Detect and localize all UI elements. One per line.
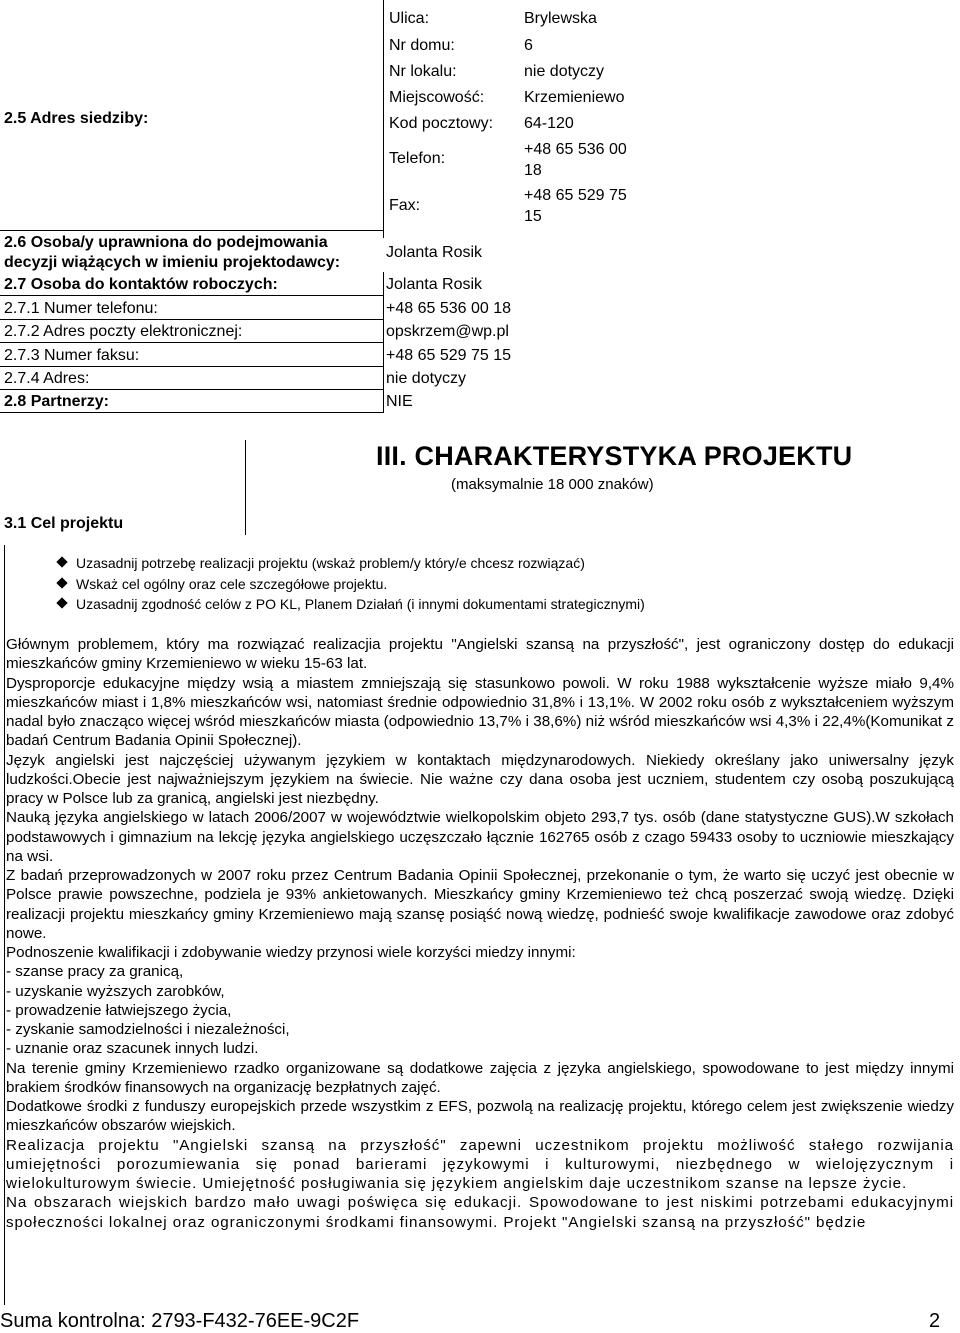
address-field-value: 64-120 xyxy=(524,115,574,132)
fax-label: Fax: xyxy=(389,197,421,214)
phone-value-line1: +48 65 536 00 xyxy=(524,141,627,158)
instruction-item xyxy=(58,576,387,593)
phone-value-line2: 18 xyxy=(524,162,542,179)
contact-row-divider xyxy=(0,319,384,320)
section-divider xyxy=(245,440,246,535)
divider-2-6 xyxy=(0,230,384,231)
fax-value-line2: 15 xyxy=(524,208,542,225)
instruction-item xyxy=(58,555,585,572)
section-title: III. CHARAKTERYSTYKA PROJEKTU xyxy=(376,441,853,471)
body-paragraph: Dodatkowe środki z funduszy europejskich przede wszystkim z EFS, pozwolą na realizację projektu, którego celem jest zwiększenie wiedzy mieszkańców obszarów wiejskich. xyxy=(6,1098,954,1135)
footer-page-number: 2 xyxy=(929,1310,941,1332)
contact-table-divider xyxy=(383,272,384,412)
section-2-6-label-line2: decyzji wiążących w imieniu projektodawcy: xyxy=(4,254,341,271)
address-field-value: Krzemieniewo xyxy=(524,89,625,106)
contact-row-label: 2.7.1 Numer telefonu: xyxy=(4,300,158,317)
table-divider xyxy=(383,0,384,238)
instruction-item xyxy=(58,596,645,613)
address-field-value: 6 xyxy=(524,37,533,54)
instruction-text: Uzasadnij zgodność celów z PO KL, Planem Działań (i innymi dokumentami strategicznymi) xyxy=(76,596,645,612)
contact-row-label: 2.7 Osoba do kontaktów roboczych: xyxy=(4,276,278,293)
body-paragraph: Na terenie gminy Krzemieniewo rzadko organizowane są dodatkowe zajęcia z języka angielskiego, spowodowane to jest między innymi brakiem środków finansowych na organizację bezpłatnych zajęć. xyxy=(6,1059,954,1096)
body-paragraph: Nauką języka angielskiego w latach 2006/2007 w województwie wielkopolskim objeto 293,7 tys. osób (dane statystyczne GUS).W szkołach podstawowych i gimnazium na lekcję języka angielskiego uczęszczało łącznie 162765 osób z czago 59433 osoby to uczniowie mieszkający na wsi. xyxy=(6,809,954,865)
body-paragraph: - uzyskanie wyższych zarobków, xyxy=(6,982,225,1000)
body-paragraph: - szanse pracy za granicą, xyxy=(6,963,184,981)
body-paragraph: Na obszarach wiejskich bardzo mało uwagi poświęca się edukacji. Spowodowane to jest niskimi potrzebami edukacyjnymi społeczności lokalnej oraz ograniczonymi środkami finansowymi. Projekt "Angielski szansą na przyszłość" będzie xyxy=(6,1194,954,1231)
body-paragraph: Realizacja projektu "Angielski szansą na przyszłość" zapewni uczestnikom projektu możliwość stałego rozwijania umiejętności porozumiewania się ponad barierami językowymi i kulturowymi, niezbędnego w wielojęzycznym i wielokulturowym świecie. Umiejętność posługiwania się językiem angielskim daje uczestnikom szanse na lepsze życie. xyxy=(6,1136,954,1192)
body-paragraph: Dysproporcje edukacyjne między wsią a miastem zmniejszają się stasunkowo powoli. W roku 1988 wykształcenie wyższe miało 9,4% mieszkańców miast i 1,8% mieszkańców wsi, natomiast średnie odpowiednio 31,8% i 13,1%. W 2002 roku osób z wykształceniem wyższym nadal było znacząco więcej wśród mieszkańców miasta (odpowiednio 13,7% i 38,6%) niż wśród mieszkańców wsi 4,3% i 22,4%(Komunikat z badań Centrum Badania Opinii Społecznej). xyxy=(6,674,954,750)
diamond-bullet-icon xyxy=(56,556,67,567)
contact-row-value: Jolanta Rosik xyxy=(386,276,483,293)
address-field-label: Kod pocztowy: xyxy=(389,115,494,132)
cel-projektu-label: 3.1 Cel projektu xyxy=(4,515,124,532)
fax-value-line1: +48 65 529 75 xyxy=(524,187,627,204)
instruction-text: Wskaż cel ogólny oraz cele szczegółowe projektu. xyxy=(76,576,388,592)
contact-row-divider xyxy=(0,412,384,413)
address-field-label: Ulica: xyxy=(389,10,430,27)
text-frame-line xyxy=(4,545,5,1305)
contact-row-value: nie dotyczy xyxy=(386,370,467,387)
body-paragraph: - uznanie oraz szacunek innych ludzi. xyxy=(6,1040,259,1058)
body-paragraph: - zyskanie samodzielności i niezależności, xyxy=(6,1021,290,1038)
address-field-value: nie dotyczy xyxy=(524,63,605,80)
address-field-label: Nr lokalu: xyxy=(389,63,457,80)
phone-label: Telefon: xyxy=(389,150,446,167)
contact-row-value: +48 65 536 00 18 xyxy=(386,300,512,317)
body-text xyxy=(6,635,954,1232)
diamond-bullet-icon xyxy=(56,597,67,608)
contact-row-divider xyxy=(0,295,384,296)
contact-row-divider xyxy=(0,366,384,367)
contact-row-divider xyxy=(0,342,384,343)
contact-row-label: 2.7.4 Adres: xyxy=(4,370,90,387)
contact-row-value: +48 65 529 75 15 xyxy=(386,347,512,364)
address-field-label: Nr domu: xyxy=(389,37,455,54)
diamond-bullet-icon xyxy=(56,577,67,588)
instruction-text: Uzasadnij potrzebę realizacji projektu (wskaż problem/y który/e chcesz rozwiązać) xyxy=(76,555,585,571)
contact-row-divider xyxy=(0,389,384,390)
contact-row-value: opskrzem@wp.pl xyxy=(386,323,509,340)
address-field-label: Miejscowość: xyxy=(389,89,485,106)
body-paragraph: - prowadzenie łatwiejszego życia, xyxy=(6,1001,232,1019)
section-2-6-label-line1: 2.6 Osoba/y uprawniona do podejmowania xyxy=(4,234,328,251)
contact-row-value: NIE xyxy=(386,393,413,410)
body-paragraph: Głównym problemem, który ma rozwiązać realizacjia projektu "Angielski szansą na przyszłość", jest ograniczony dostęp do edukacji mieszkańców gminy Krzemieniewo w wieku 15-63 lat. xyxy=(6,636,954,673)
body-paragraph: Język angielski jest najczęściej używanym językiem w kontaktach międzynarodowych. Niekiedy określany jako uniwersalny język ludzkości.Obecie jest najważniejszym językiem na świecie. Nie ważne czy dana osoba jest uczniem, studentem czy osobą poszukującą pracy w Polsce lub za granicą, angielski jest niezbędny. xyxy=(6,751,954,807)
footer-checksum: Suma kontrolna: 2793-F432-76EE-9C2F xyxy=(0,1310,360,1332)
address-field-value: Brylewska xyxy=(524,10,597,27)
section-2-5-label: 2.5 Adres siedziby: xyxy=(4,110,149,127)
section-2-6-value: Jolanta Rosik xyxy=(386,244,483,261)
body-paragraph: Z badań przeprowadzonych w 2007 roku przez Centrum Badania Opinii Społecznej, przekonanie o tym, że warto się uczyć jest obecnie w Polsce prawie powszechne, podziela je 93% ankietowanych. Mieszkańcy gminy Krzemieniewo też chcą poszerzać swoją wiedzę. Dzięki realizacji projektu mieszkańcy gminy Krzemieniewo mają szansę posiąść nową wiedzę, podnieść swoje kwalifikacje zawodowe oraz zdobyć nowe. xyxy=(6,867,954,942)
contact-row-label: 2.8 Partnerzy: xyxy=(4,393,109,410)
section-subtitle: (maksymalnie 18 000 znaków) xyxy=(451,476,654,493)
contact-row-label: 2.7.2 Adres poczty elektronicznej: xyxy=(4,323,243,340)
body-paragraph: Podnoszenie kwalifikacji i zdobywanie wiedzy przynosi wiele korzyści miedzy innymi: xyxy=(6,944,576,961)
contact-row-label: 2.7.3 Numer faksu: xyxy=(4,347,140,364)
